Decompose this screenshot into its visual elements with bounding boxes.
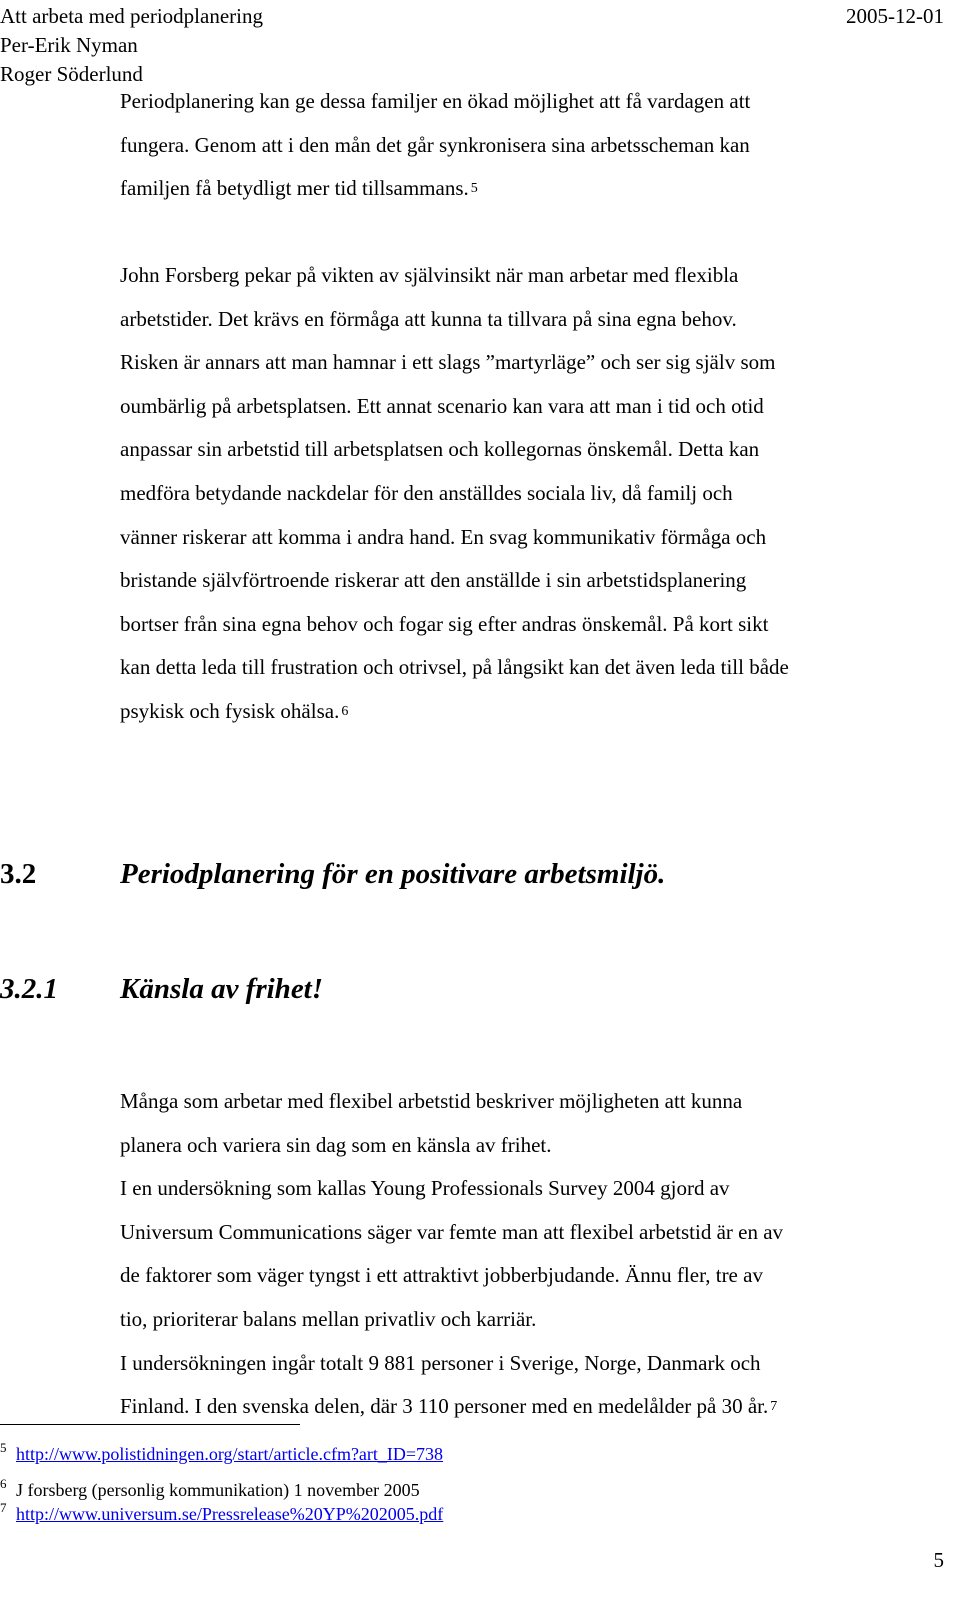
footnote-divider xyxy=(0,1424,300,1425)
text-line: Många som arbetar med flexibel arbetstid beskriver möjligheten att kunna xyxy=(120,1089,743,1113)
section-title: Periodplanering för en positivare arbetsmiljö. xyxy=(120,858,666,890)
footnote xyxy=(0,1440,444,1465)
footnote-mark: 7 xyxy=(0,1500,7,1515)
text-line-content: psykisk och fysisk ohälsa. xyxy=(120,698,340,723)
text-line: Universum Communications säger var femte man att flexibel arbetstid är en av xyxy=(120,1219,784,1244)
text-line: anpassar sin arbetstid till arbetsplatsen och kollegornas önskemål. Detta kan xyxy=(120,437,760,462)
header-date: 2005-12-01 xyxy=(846,4,944,28)
paragraph xyxy=(120,80,950,214)
text-line: planera och variera sin dag som en känsla av frihet. xyxy=(120,1132,552,1157)
subsection-title: Känsla av frihet! xyxy=(120,973,324,1005)
footnote xyxy=(0,1500,444,1525)
text-line: medföra betydande nackdelar för den anställdes sociala liv, då familj och xyxy=(120,480,733,505)
footnote-link[interactable]: http://www.universum.se/Pressrelease%20YP%202005.pdf xyxy=(16,1504,444,1524)
text-line: Periodplanering kan ge dessa familjer en ökad möjlighet att få vardagen att xyxy=(120,89,751,113)
footnote-mark: 6 xyxy=(0,1476,7,1491)
text-line: oumbärlig på arbetsplatsen. Ett annat scenario kan vara att man i tid och otid xyxy=(120,393,764,418)
subsection-number: 3.2.1 xyxy=(0,973,58,1005)
text-line: I undersökningen ingår totalt 9 881 personer i Sverige, Norge, Danmark och xyxy=(120,1350,761,1375)
footnote-mark: 5 xyxy=(0,1440,7,1455)
text-line: arbetstider. Det krävs en förmåga att kunna ta tillvara på sina egna behov. xyxy=(120,306,737,331)
text-line xyxy=(120,167,950,214)
footnote-link[interactable]: http://www.polistidningen.org/start/article.cfm?art_ID=738 xyxy=(16,1444,444,1464)
text-line: vänner riskerar att komma i andra hand. En svag kommunikativ förmåga och xyxy=(120,524,767,549)
document-title: Att arbeta med periodplanering xyxy=(0,4,263,28)
footnote-reference[interactable]: 6 xyxy=(341,703,349,719)
text-line: tio, prioriterar balans mellan privatliv och karriär. xyxy=(120,1306,537,1331)
author-name: Per-Erik Nyman xyxy=(0,33,138,57)
author-name: Roger Söderlund xyxy=(0,62,143,86)
paragraph xyxy=(120,254,950,737)
text-line: Risken är annars att man hamnar i ett slags ”martyrläge” och ser sig själv som xyxy=(120,350,776,375)
text-line: bristande självförtroende riskerar att den anställde i sin arbetstidsplanering xyxy=(120,568,747,593)
footnote-reference[interactable]: 5 xyxy=(470,181,478,197)
text-line: de faktorer som väger tyngst i ett attraktivt jobberbjudande. Ännu fler, tre av xyxy=(120,1263,763,1288)
section-number: 3.2 xyxy=(0,858,37,890)
footnote xyxy=(0,1476,420,1501)
paragraph xyxy=(120,1080,950,1432)
subsection-heading xyxy=(0,973,323,1006)
text-line-content: familjen få betydligt mer tid tillsammans. xyxy=(120,176,469,201)
text-line: fungera. Genom att i den mån det går synkronisera sina arbetsscheman kan xyxy=(120,132,750,157)
text-line xyxy=(120,690,950,737)
page-header xyxy=(0,2,263,89)
text-line: John Forsberg pekar på vikten av självinsikt när man arbetar med flexibla xyxy=(120,263,739,287)
footnote-reference[interactable]: 7 xyxy=(770,1399,778,1415)
section-heading xyxy=(0,858,665,891)
text-line: I en undersökning som kallas Young Professionals Survey 2004 gjord av xyxy=(120,1176,730,1201)
text-line-content: Finland. I den svenska delen, där 3 110 personer med en medelålder på 30 år. xyxy=(120,1394,769,1419)
text-line: bortser från sina egna behov och fogar sig efter andras önskemål. På kort sikt xyxy=(120,611,769,636)
footnote-text: J forsberg (personlig kommunikation) 1 november 2005 xyxy=(16,1480,420,1500)
page-number: 5 xyxy=(933,1548,944,1572)
text-line: kan detta leda till frustration och otrivsel, på långsikt kan det även leda till både xyxy=(120,655,789,680)
